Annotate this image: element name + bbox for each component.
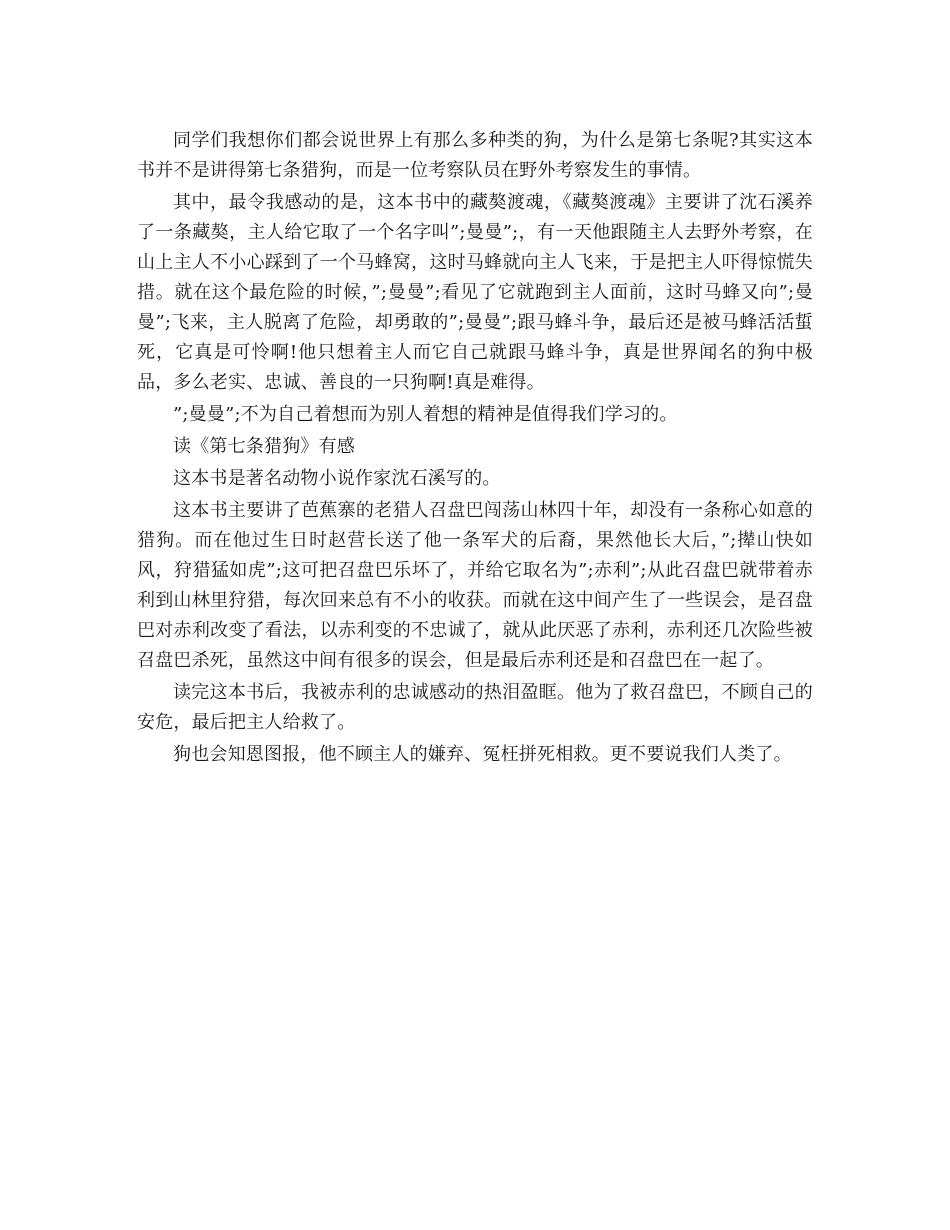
- paragraph-intro: 同学们我想你们都会说世界上有那么多种类的狗，为什么是第七条呢?其实这本书并不是讲得第七条猎狗，而是一位考察队员在野外考察发生的事情。: [137, 130, 813, 181]
- paragraph-reflection: 读完这本书后，我被赤利的忠诚感动的热泪盈眶。他为了救召盘巴，不顾自己的安危，最后把主人给救了。: [137, 682, 813, 733]
- paragraph-summary: 这本书主要讲了芭蕉寨的老猎人召盘巴闯荡山林四十年，却没有一条称心如意的猎狗。而在他过生日时赵营长送了他一条军犬的后裔，果然他长大后，”;撵山快如风，狩猎猛如虎”;这可把召盘巴乐坏了，并给它取名为”;赤利”;从此召盘巴就带着赤利到山林里狩猎，每次回来总有不小的收获。而就在这中间产生了一些误会，是召盘巴对赤利改变了看法，以赤利变的不忠诚了，就从此厌恶了赤利，赤利还几次险些被召盘巴杀死，虽然这中间有很多的误会，但是最后赤利还是和召盘巴在一起了。: [137, 500, 813, 671]
- paragraph-manman-spirit: ”;曼曼”;不为自己着想而为别人着想的精神是值得我们学习的。: [173, 404, 678, 425]
- paragraph-author: 这本书是著名动物小说作家沈石溪写的。: [173, 468, 501, 489]
- paragraph-conclusion: 狗也会知恩图报，他不顾主人的嫌弃、冤枉拼死相救。更不要说我们人类了。: [173, 744, 792, 765]
- section-heading: 读《第七条猎狗》有感: [173, 436, 355, 457]
- document-body: [137, 126, 813, 772]
- paragraph-tibetan-mastiff: 其中，最令我感动的是，这本书中的藏獒渡魂，《藏獒渡魂》主要讲了沈石溪养了一条藏獒，主人给它取了一个名字叫”;曼曼”;，有一天他跟随主人去野外考察，在山上主人不小心踩到了一个马蜂窝，这时马蜂就向主人飞来，于是把主人吓得惊慌失措。就在这个最危险的时候，”;曼曼”;看见了它就跑到主人面前，这时马蜂又向”;曼曼”;飞来，主人脱离了危险，却勇敢的”;曼曼”;跟马蜂斗争，最后还是被马蜂活活蜇死，它真是可怜啊!他只想着主人而它自己就跟马蜂斗争，真是世界闻名的狗中极品，多么老实、忠诚、善良的一只狗啊!真是难得。: [137, 192, 813, 393]
